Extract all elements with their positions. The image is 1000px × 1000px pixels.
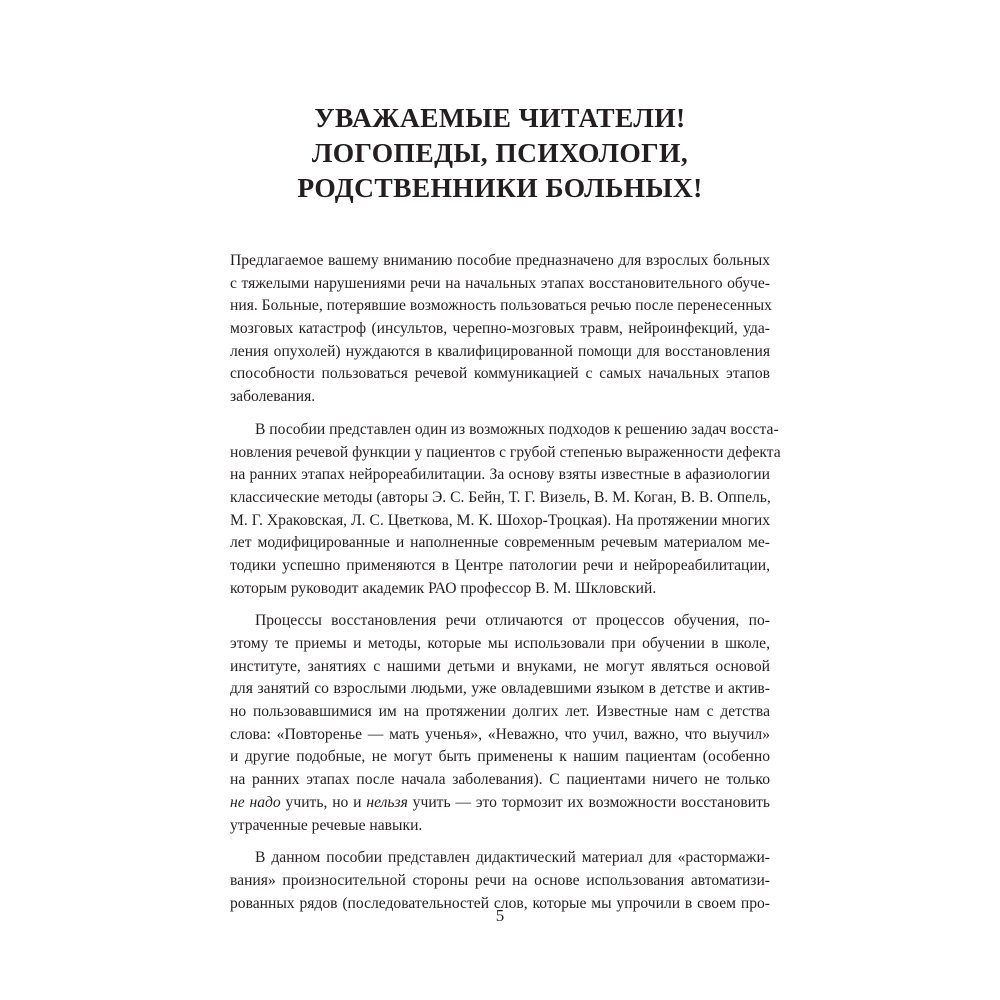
heading-line: УВАЖАЕМЫЕ ЧИТАТЕЛИ! [314,102,686,133]
text-line: и другие подобные, не могут быть применены к нашим пациентам (особенно [230,748,770,766]
paragraph-3 [230,610,770,837]
text-line: которым руководит академик РАО профессор В. М. Шкловский. [230,579,657,597]
text-line: для занятий со взрослыми людьми, уже овладевшими языком в детстве и актив- [230,680,770,698]
page-heading [230,100,770,205]
text-line: Процессы восстановления речи отличаются от процессов обучения, по- [255,612,770,630]
text-line: новления речевой функции у пациентов с грубой степенью выраженности дефекта [230,443,781,461]
page-number: 5 [495,906,505,925]
text-line: Предлагаемое вашему вниманию пособие предназначено для взрослых больных [230,252,770,269]
text-line: институте, занятиях с нашими детьми и внуками, не могут являться основой [230,657,770,675]
text-line: этому те приемы и методы, которые мы использовали при обучении в школе, [230,635,770,652]
text-line: рованных рядов (последовательностей слов, которые мы упрочили в своем про- [230,894,770,912]
text-line: способности пользоваться речевой коммуникацией с самых начальных этапов [230,365,770,383]
text-line: ния. Больные, потерявшие возможность пользоваться речью после перенесенных [230,297,772,315]
body-text [230,250,781,925]
text-line: на ранних этапах после начала заболевания). С пациентами ничего не только [230,771,770,789]
emphasis-text: нельзя [366,793,408,811]
text-line: но пользовавшимися им на протяжении долгих лет. Известные нам с детства [230,703,770,721]
text-fragment: учить — это тормозит их возможности восстановить [407,793,770,811]
heading-line: РОДСТВЕННИКИ БОЛЬНЫХ! [297,172,703,203]
heading-line: ЛОГОПЕДЫ, ПСИХОЛОГИ, [311,137,689,168]
text-line: М. Г. Храковская, Л. С. Цветкова, М. К. Шохор-Троцкая). На протяжении многих [230,511,770,529]
text-line: на ранних этапах нейрореабилитации. За основу взяты известные в афазиологии [230,466,770,484]
emphasis-text: не надо [230,793,281,811]
text-line: классические методы (авторы Э. С. Бейн, Т. Г. Визель, В. М. Коган, В. В. Оппель, [230,488,771,506]
paragraph-2 [230,419,781,601]
text-line: утраченные речевые навыки. [230,816,423,834]
text-line: мозговых катастроф (инсультов, черепно-мозговых травм, нейроинфекций, уда- [230,320,770,338]
text-line: тодики успешно применяются в Центре патологии речи и нейрореабилитации, [230,556,770,574]
text-line: вания» произносительной стороны речи на основе использования автоматизи- [230,871,770,889]
text-fragment: учить, но и [280,793,367,811]
text-line: В пособии представлен один из возможных подходов к решению задач восста- [255,420,779,438]
text-line: заболевания. [230,388,316,406]
text-line: с тяжелыми нарушениями речи на начальных этапах восстановительного обуче- [230,274,770,292]
paragraph-1 [230,250,770,409]
text-line: В данном пособии представлен дидактический материал для «растормажи- [255,849,770,867]
text-line: лет модифицированные и наполненные современным речевым материалом ме- [230,534,770,552]
text-line: ления опухолей) нуждаются в квалифицированной помощи для восстановления [230,342,770,360]
book-page [230,0,781,1000]
text-line: слова: «Повторенье — мать ученья», «Неважно, что учил, важно, что выучил» [230,725,770,743]
text-line-with-emphasis [230,792,770,815]
